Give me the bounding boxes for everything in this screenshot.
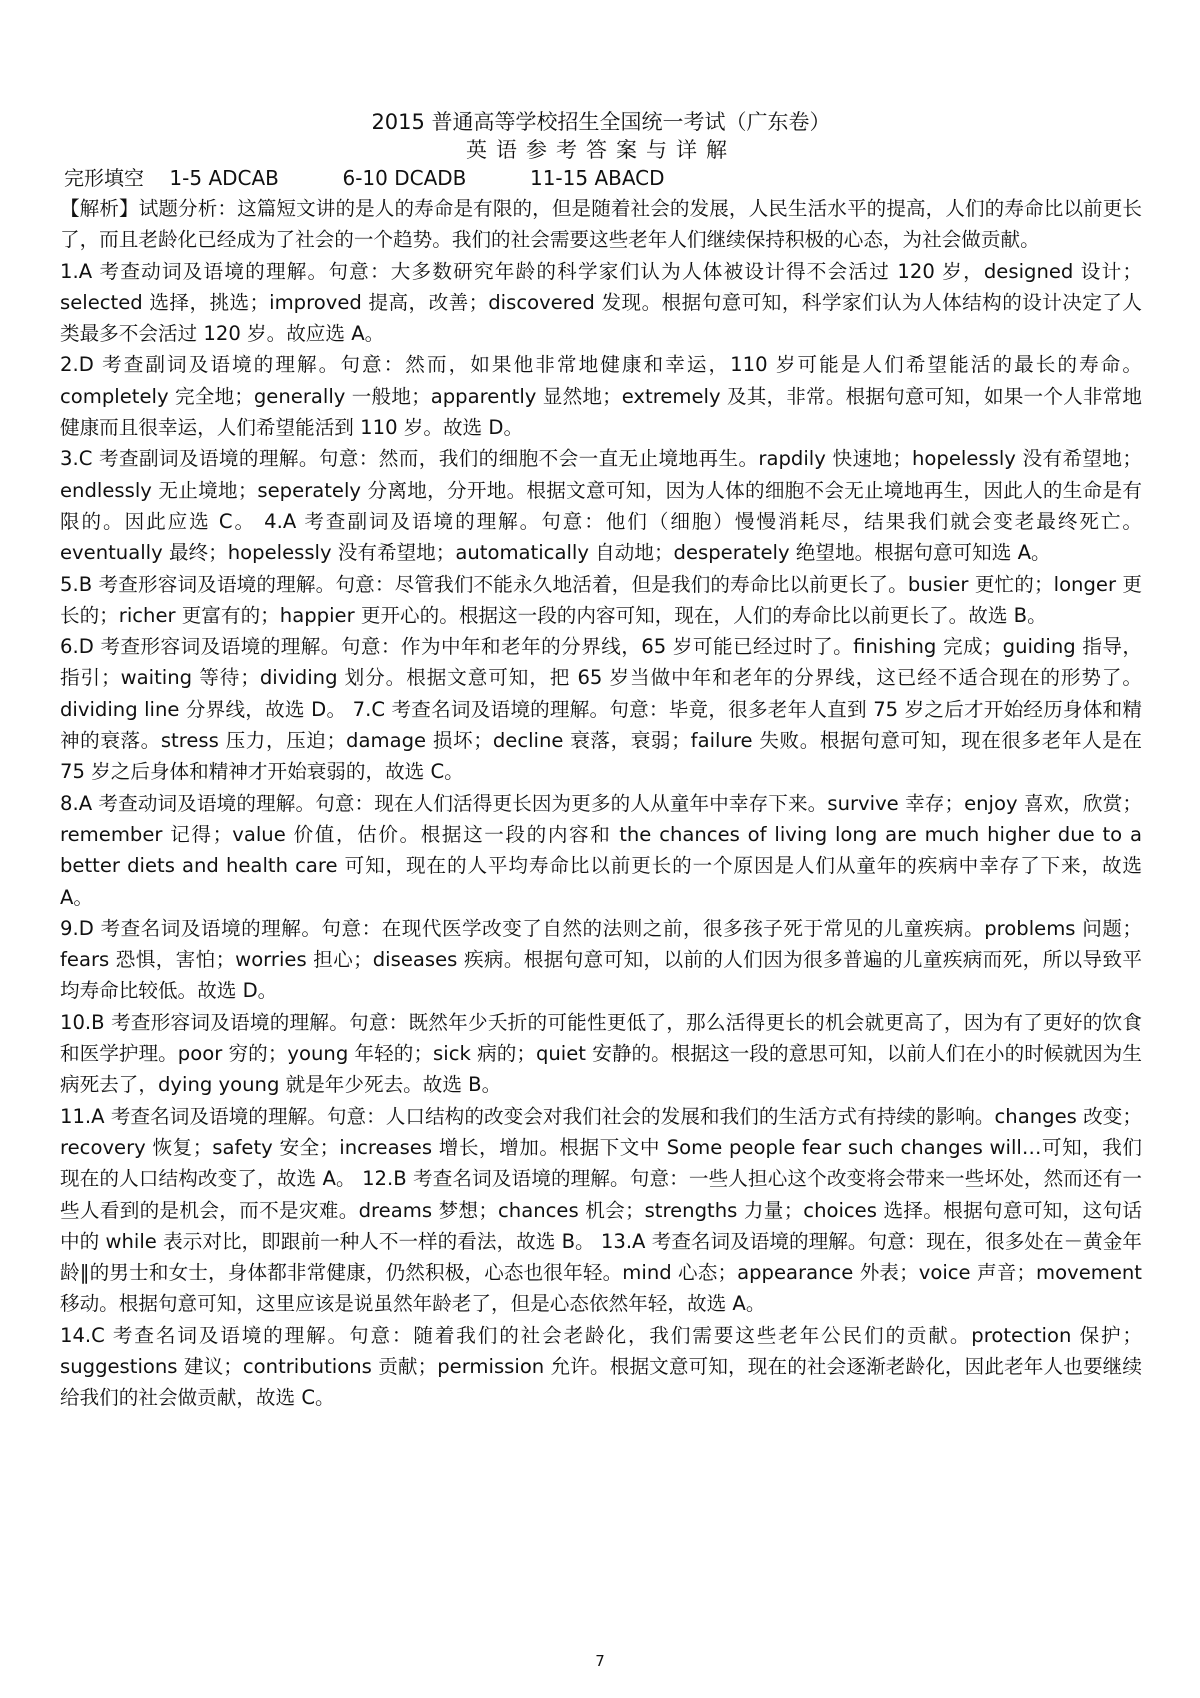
explanation-q3-q4: 3.C 考查副词及语境的理解。句意：然而，我们的细胞不会一直无止境地再生。rapdily 快速地；hopelessly 没有希望地；endlessly 无止境地；seperately 分离地，分开地。根据文意可知，因为人体的细胞不会无止境地再生，因此人的生命是有限的。因此应选 C。 4.A 考查副词及语境的理解。句意：他们（细胞）慢慢消耗尽，结果我们就会变老最终死亡。eventually 最终；hopelessly 没有希望地；automatically 自动地；desperately 绝望地。根据句意可知选 A。 (60, 447, 1142, 565)
explanation-q8: 8.A 考查动词及语境的理解。句意：现在人们活得更长因为更多的人从童年中幸存下来。survive 幸存；enjoy 喜欢，欣赏；remember 记得；value 价值，估价。根据这一段的内容和 the chances of living long are much higher due to a better diets and health care 可知，现在的人平均寿命比以前更长的一个原因是人们从童年的疾病中幸存了下来，故选 A。 (60, 791, 1142, 909)
document-title: 2015 普通高等学校招生全国统一考试（广东卷） (371, 110, 831, 134)
explanation-q14: 14.C 考查名词及语境的理解。句意：随着我们的社会老龄化，我们需要这些老年公民们的贡献。protection 保护；suggestions 建议；contributions 贡献；permission 允许。根据文意可知，现在的社会逐渐老龄化，因此老年人也要继续给我们的社会做贡献，故选 C。 (60, 1323, 1142, 1410)
analysis-paragraph: 【解析】试题分析：这篇短文讲的是人的寿命是有限的，但是随着社会的发展，人民生活水平的提高，人们的寿命比以前更长了，而且老龄化已经成为了社会的一个趋势。我们的社会需要这些老年人们继续保持积极的心态，为社会做贡献。 (60, 197, 1142, 252)
explanation-q9: 9.D 考查名词及语境的理解。句意：在现代医学改变了自然的法则之前，很多孩子死于常见的儿童疾病。problems 问题；fears 恐惧，害怕；worries 担心；diseases 疾病。根据句意可知，以前的人们因为很多普遍的儿童疾病而死，所以导致平均寿命比较低。故选 D。 (60, 916, 1142, 1003)
explanation-q2: 2.D 考查副词及语境的理解。句意：然而，如果他非常地健康和幸运，110 岁可能是人们希望能活的最长的寿命。completely 完全地；generally 一般地；apparently 显然地；extremely 及其，非常。根据句意可知，如果一个人非常地健康而且很幸运，人们希望能活到 110 岁。故选 D。 (60, 353, 1142, 440)
answer-key-line: 完形填空 1-5 ADCAB 6-10 DCADB 11-15 ABACD (64, 166, 665, 190)
document-subtitle: 英语参考答案与详解 (466, 138, 736, 162)
document-page (60, 108, 1142, 1414)
explanation-q5: 5.B 考查形容词及语境的理解。句意：尽管我们不能永久地活着，但是我们的寿命比以前更长了。busier 更忙的；longer 更长的；richer 更富有的；happier 更开心的。根据这一段的内容可知，现在，人们的寿命比以前更长了。故选 B。 (60, 572, 1142, 627)
explanation-q10: 10.B 考查形容词及语境的理解。句意：既然年少夭折的可能性更低了，那么活得更长的机会就更高了，因为有了更好的饮食和医学护理。poor 穷的；young 年轻的；sick 病的；quiet 安静的。根据这一段的意思可知，以前人们在小的时候就因为生病死去了，dying young 就是年少死去。故选 B。 (60, 1010, 1142, 1097)
explanation-q6-q7: 6.D 考查形容词及语境的理解。句意：作为中年和老年的分界线，65 岁可能已经过时了。finishing 完成；guiding 指导，指引；waiting 等待；dividing 划分。根据文意可知，把 65 岁当做中年和老年的分界线，这已经不适合现在的形势了。dividing line 分界线，故选 D。 7.C 考查名词及语境的理解。句意：毕竟，很多老年人直到 75 岁之后才开始经历身体和精神的衰落。stress 压力，压迫；damage 损坏；decline 衰落，衰弱；failure 失败。根据句意可知，现在很多老年人是在 75 岁之后身体和精神才开始衰弱的，故选 C。 (60, 635, 1142, 784)
page-number: 7 (595, 1652, 605, 1670)
explanation-q11-q13: 11.A 考查名词及语境的理解。句意：人口结构的改变会对我们社会的发展和我们的生活方式有持续的影响。changes 改变；recovery 恢复；safety 安全；increases 增长，增加。根据下文中 Some people fear such changes will…可知，我们现在的人口结构改变了，故选 A。 12.B 考查名词及语境的理解。句意：一些人担心这个改变将会带来一些坏处，然而还有一些人看到的是机会，而不是灾难。dreams 梦想；chances 机会；strengths 力量；choices 选择。根据句意可知，这句话中的 while 表示对比，即跟前一种人不一样的看法，故选 B。 13.A 考查名词及语境的理解。句意：现在，很多处在－黄金年龄‖的男士和女士，身体都非常健康，仍然积极，心态也很年轻。mind 心态；appearance 外表；voice 声音；movement 移动。根据句意可知，这里应该是说虽然年龄老了，但是心态依然年轻，故选 A。 (60, 1104, 1142, 1316)
explanation-q1: 1.A 考查动词及语境的理解。句意：大多数研究年龄的科学家们认为人体被设计得不会活过 120 岁，designed 设计；selected 选择，挑选；improved 提高，改善；discovered 发现。根据句意可知，科学家们认为人体结构的设计决定了人类最多不会活过 120 岁。故应选 A。 (60, 259, 1142, 346)
